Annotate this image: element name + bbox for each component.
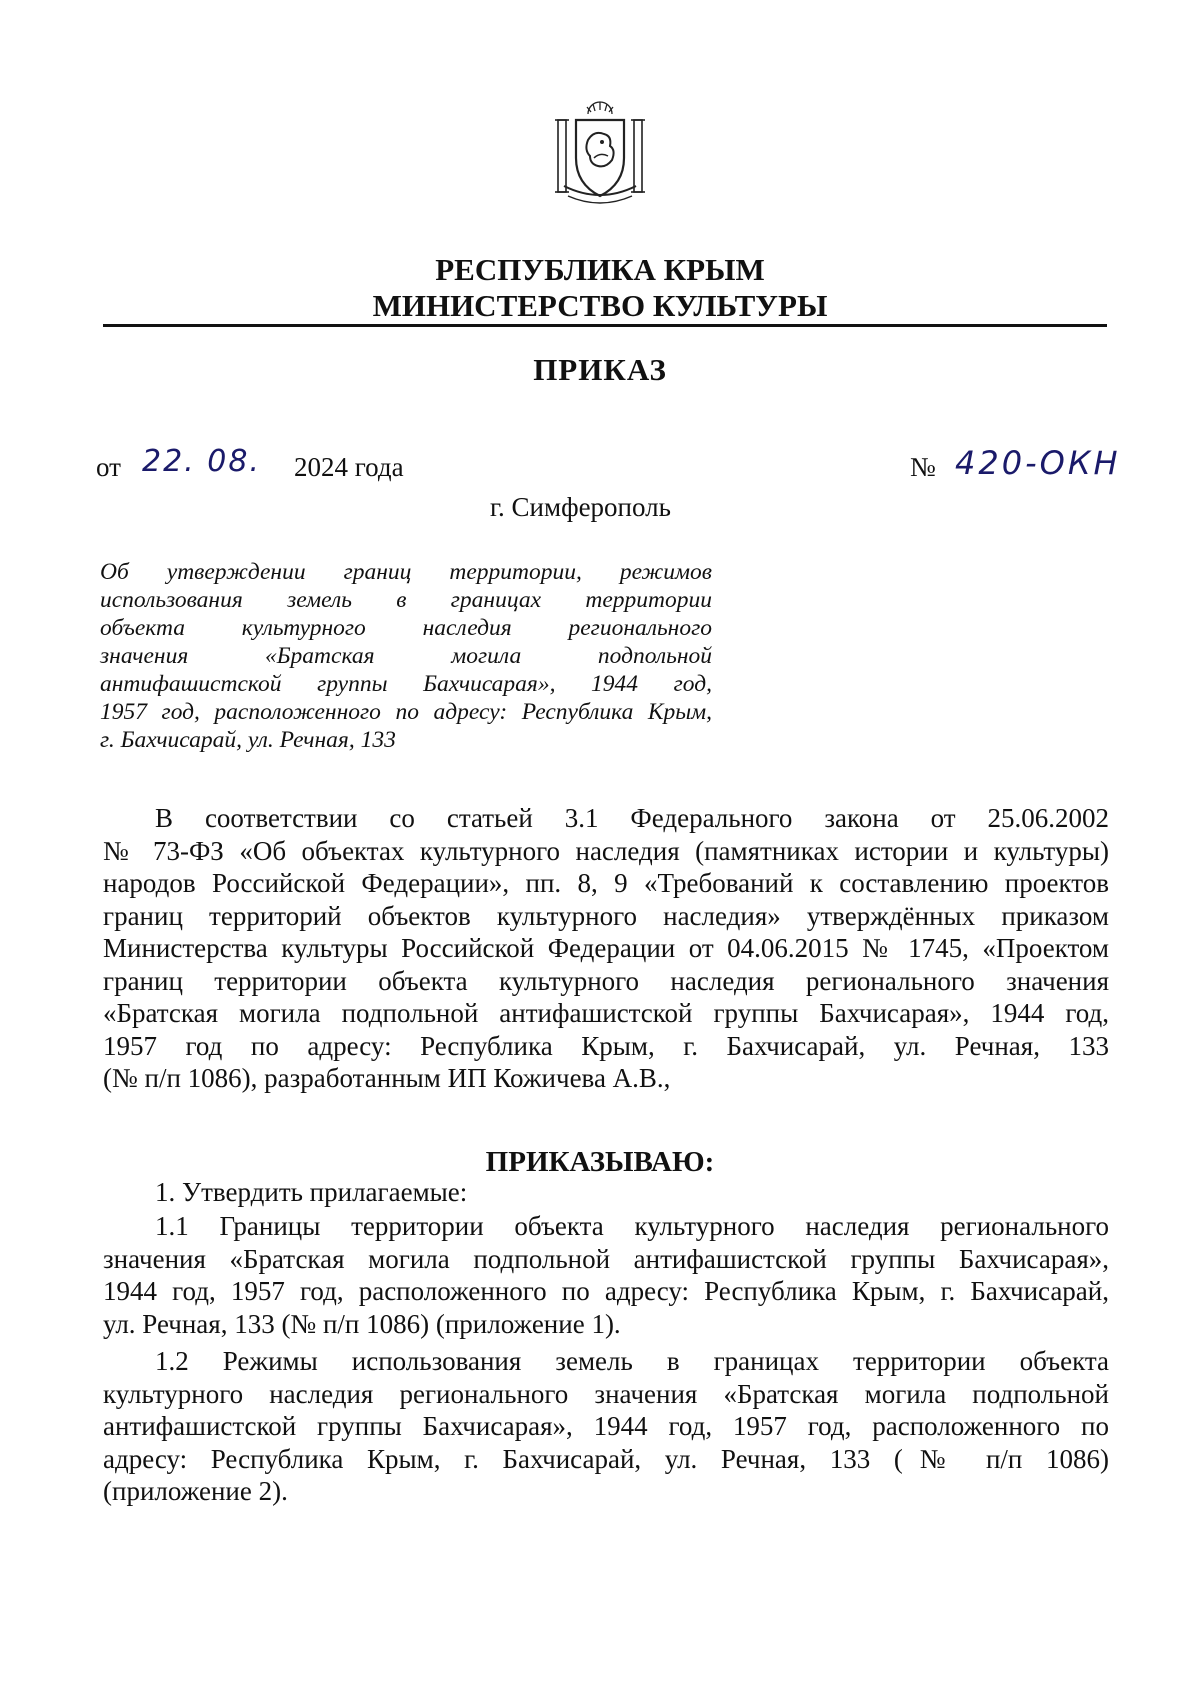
subject-line: г. Бахчисарай, ул. Речная, 133 — [100, 727, 396, 753]
subject-line: 1957 год, расположенного по адресу: Республика Крым, — [100, 699, 712, 725]
item-line: (приложение 2). — [103, 1476, 288, 1506]
item-line: 1944 год, 1957 год, расположенного по адресу: Республика Крым, г. Бахчисарай, — [103, 1276, 1109, 1306]
preamble-line: границ территории объекта культурного наследия регионального значения — [103, 965, 1109, 996]
decree-heading: ПРИКАЗЫВАЮ: — [485, 1146, 715, 1178]
city: г. Симферополь — [490, 492, 671, 522]
crimea-coat-of-arms-icon — [550, 100, 650, 208]
date-year: 2024 года — [294, 452, 404, 482]
preamble-paragraph — [103, 802, 1109, 1095]
item-line: ул. Речная, 133 (№ п/п 1086) (приложение 1). — [103, 1308, 621, 1339]
header-divider — [103, 324, 1107, 327]
item-1-1 — [103, 1210, 1109, 1340]
header-republic: РЕСПУБЛИКА КРЫМ — [435, 252, 765, 287]
preamble-line: В соответствии со статьей 3.1 Федерального закона от 25.06.2002 — [155, 803, 1109, 833]
preamble-line: (№ п/п 1086), разработанным ИП Кожичева А.В., — [103, 1063, 671, 1093]
date-prefix: от — [96, 452, 121, 482]
header-ministry: МИНИСТЕРСТВО КУЛЬТУРЫ — [372, 288, 828, 323]
preamble-line: Министерства культуры Российской Федерации от 04.06.2015 № 1745, «Проектом — [103, 933, 1109, 963]
item-line: 1.1 Границы территории объекта культурного наследия регионального — [155, 1211, 1109, 1241]
subject-line: объекта культурного наследия регионального — [100, 615, 712, 641]
item-line: адресу: Республика Крым, г. Бахчисарай, ул. Речная, 133 (№ п/п 1086) — [103, 1443, 1109, 1474]
document-type-title: ПРИКАЗ — [533, 352, 667, 387]
subject-line: антифашистской группы Бахчисарая», 1944 год, — [100, 671, 712, 697]
preamble-line: 1957 год по адресу: Республика Крым, г. Бахчисарай, ул. Речная, 133 — [103, 1030, 1109, 1061]
subject-line: использования земель в границах территории — [100, 587, 712, 613]
item-1-2 — [103, 1345, 1109, 1508]
preamble-line: народов Российской Федерации», пп. 8, 9 «Требований к составлению проектов — [103, 868, 1109, 898]
subject-line: значения «Братская могила подпольной — [100, 643, 712, 669]
item-line: антифашистской группы Бахчисарая», 1944 год, 1957 год, расположенного по — [103, 1411, 1109, 1441]
item-line: культурного наследия регионального значения «Братская могила подпольной — [103, 1378, 1109, 1409]
item-1: 1. Утвердить прилагаемые: — [155, 1177, 468, 1207]
number-sign: № — [910, 452, 936, 482]
item-line: 1.2 Режимы использования земель в границах территории объекта — [155, 1346, 1109, 1376]
item-line: значения «Братская могила подпольной антифашистской группы Бахчисарая», — [103, 1243, 1109, 1274]
preamble-line: «Братская могила подпольной антифашистской группы Бахчисарая», 1944 год, — [103, 998, 1109, 1028]
handwritten-number: 420-ОКН — [955, 444, 1121, 482]
preamble-line: границ территорий объектов культурного наследия» утверждённых приказом — [103, 900, 1109, 931]
order-subject — [100, 558, 712, 754]
subject-line: Об утверждении границ территории, режимов — [100, 559, 712, 585]
preamble-line: № 73-ФЗ «Об объектах культурного наследия (памятниках истории и культуры) — [103, 835, 1109, 866]
handwritten-date: 22. 08. — [142, 444, 261, 479]
